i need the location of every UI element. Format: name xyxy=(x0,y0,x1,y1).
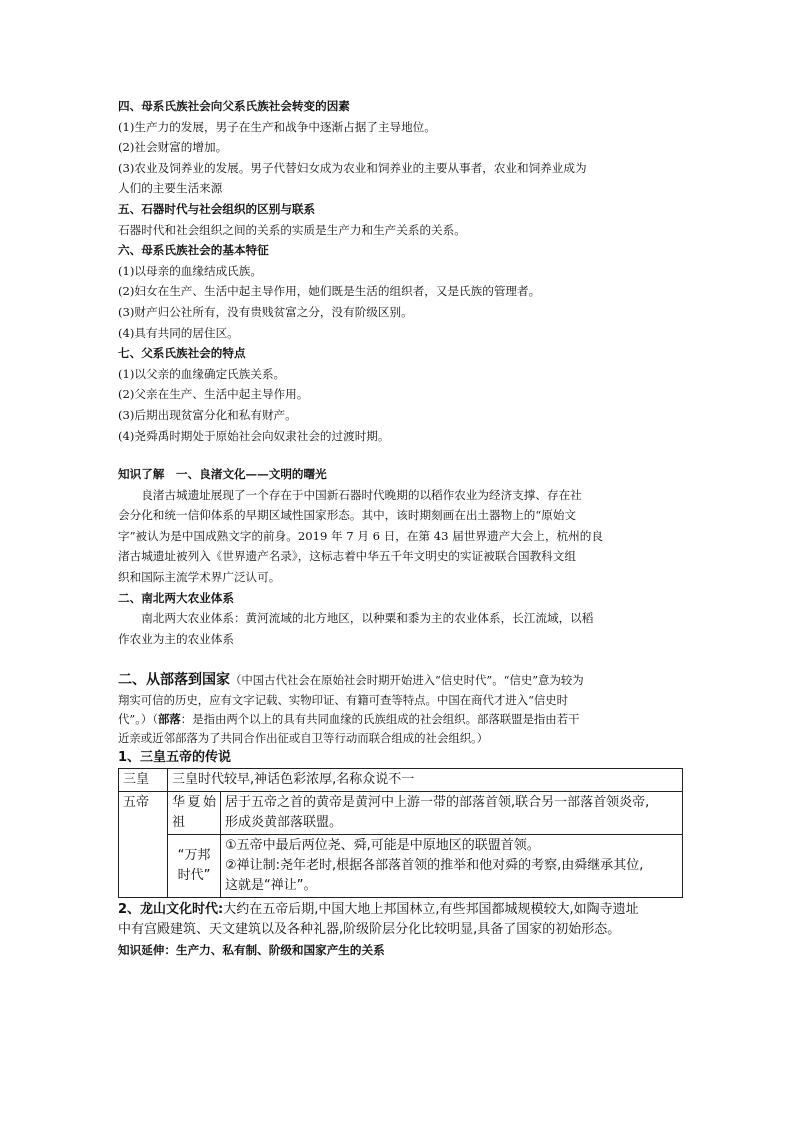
table-row xyxy=(119,835,683,898)
section-5-text: 石器时代和社会组织之间的关系的实质是生产力和生产关系的关系。 xyxy=(118,222,466,237)
longshan-line-1 xyxy=(118,900,683,920)
tribe-term: 部落 xyxy=(158,712,181,727)
section-7-item: (1)以父亲的血缘确定氏族关系。 xyxy=(118,366,286,381)
section-7-item: (3)后期出现贫富分化和私有财产。 xyxy=(118,407,297,422)
knowledge-heading: 知识了解 一、良渚文化——文明的曙光 xyxy=(118,467,327,482)
section-7-item: (2)父亲在生产、生活中起主导作用。 xyxy=(118,387,309,402)
table-cell xyxy=(221,835,683,898)
table-cell: “万邦时代” xyxy=(168,835,221,898)
section-6-item: (1)以母亲的血缘结成氏族。 xyxy=(118,263,262,278)
spacer xyxy=(118,649,683,669)
part2-intro xyxy=(118,669,683,691)
agriculture-heading: 二、南北两大农业体系 xyxy=(118,590,234,605)
table-cell: 五帝 xyxy=(119,792,168,898)
agriculture-paragraph-line: 南北两大农业体系：黄河流域的北方地区，以种粟和黍为主的农业体系，长江流域，以稻 xyxy=(141,611,594,626)
knowledge-extension: 知识延伸：生产力、私有制、阶级和国家产生的关系 xyxy=(118,943,385,958)
part2-intro-fragment: 代”。）（ xyxy=(118,712,158,727)
part2-intro-line: 近亲或近邻部落为了共同合作出征或自卫等行动而联合组成的社会组织。） xyxy=(118,731,489,746)
table-cell xyxy=(221,792,683,835)
section-6-title: 六、母系氏族社会的基本特征 xyxy=(118,243,269,258)
section-4-item: (1)生产力的发展，男子在生产和战争中逐渐占据了主导地位。 xyxy=(118,119,436,134)
section-6-item: (3)财产归公社所有，没有贵贱贫富之分，没有阶级区别。 xyxy=(118,304,413,319)
document-page xyxy=(118,96,683,961)
section-4-item: 人们的主要生活来源 xyxy=(118,181,223,196)
table-cell: 三皇时代较早,神话色彩浓厚,名称众说不一 xyxy=(168,769,683,792)
liangzhu-paragraph-line: 会分化和统一信仰体系的早期区域性国家形态。其中，该时期刻画在出土器物上的“原始文 xyxy=(118,508,577,523)
section-4-title: 四、母系氏族社会向父系氏族社会转变的因素 xyxy=(118,99,350,113)
part2-intro-fragment: ：是指由两个以上的具有共同血缘的氏族组成的社会组织。部落联盟是指由若干 xyxy=(180,712,580,727)
liangzhu-paragraph-line: 渚古城遗址被列入《世界遗产名录》，这标志着中华五千年文明史的实证被联合国教科文组 xyxy=(118,549,576,564)
sanhuang-wudi-table xyxy=(118,768,683,898)
section-4-item: (3)农业及饲养业的发展。男子代替妇女成为农业和饲养业的主要从事者，农业和饲养业成为 xyxy=(118,160,587,175)
table-cell-line: ②禅让制:尧年老时,根据各部落首领的推举和他对舜的考察,由舜继承其位, xyxy=(225,858,644,874)
longshan-label: 2、龙山文化时代: xyxy=(118,902,224,918)
longshan-text: 大约在五帝后期,中国大地上邦国林立,有些邦国都城规模较大,如陶寺遗址 xyxy=(223,902,639,918)
table-cell-line: 形成炎黄部落联盟。 xyxy=(225,815,343,831)
spacer xyxy=(118,446,683,464)
section-6-item: (2)妇女在生产、生活中起主导作用，她们既是生活的组织者，又是氏族的管理者。 xyxy=(118,284,541,299)
section-4-item: (2)社会财富的增加。 xyxy=(118,140,228,155)
liangzhu-paragraph-line: 良渚古城遗址展现了一个存在于中国新石器时代晚期的以稻作农业为经济支撑、存在社 xyxy=(141,487,582,502)
section-7-item: (4)尧舜禹时期处于原始社会向奴隶社会的过渡时期。 xyxy=(118,428,390,443)
liangzhu-paragraph-line: 字”被认为是中国成熟文字的前身。2019 年 7 月 6 日，在第 43 届世界遗产大会上，杭州的良 xyxy=(118,528,603,543)
part2-intro-line-3 xyxy=(118,710,683,729)
table-cell: 华夏始祖 xyxy=(168,792,221,835)
table-cell: 三皇 xyxy=(119,769,168,792)
agriculture-paragraph-line: 作农业为主的农业体系 xyxy=(118,631,234,646)
section-5-title: 五、石器时代与社会组织的区别与联系 xyxy=(118,201,316,216)
table-row xyxy=(119,769,683,792)
table-cell-line: ①五帝中最后两位尧、舜,可能是中原地区的联盟首领。 xyxy=(225,838,540,854)
subheading-sanhuang-wudi: 1、三皇五帝的传说 xyxy=(118,750,232,766)
liangzhu-paragraph-line: 织和国际主流学术界广泛认可。 xyxy=(118,570,281,585)
section-6-item: (4)具有共同的居住区。 xyxy=(118,325,239,340)
longshan-line-2: 中有宫殿建筑、天文建筑以及各种礼器,阶级阶层分化比较明显,具备了国家的初始形态。 xyxy=(118,922,621,938)
section-7-title: 七、父系氏族社会的特点 xyxy=(118,346,246,361)
table-row xyxy=(119,792,683,835)
part2-intro-line: （中国古代社会在原始社会时期开始进入“信史时代”。“信史”意为较为 xyxy=(230,673,584,688)
table-cell-line: 居于五帝之首的黄帝是黄河中上游一带的部落首领,联合另一部落首领炎帝, xyxy=(225,795,650,811)
table-cell-line: 这就是“禅让”。 xyxy=(225,878,317,894)
part2-title: 二、从部落到国家 xyxy=(118,672,230,689)
part2-intro-line: 翔实可信的历史，应有文字记载、实物印证、有籍可查等特点。中国在商代才进入“信史时 xyxy=(118,693,569,708)
